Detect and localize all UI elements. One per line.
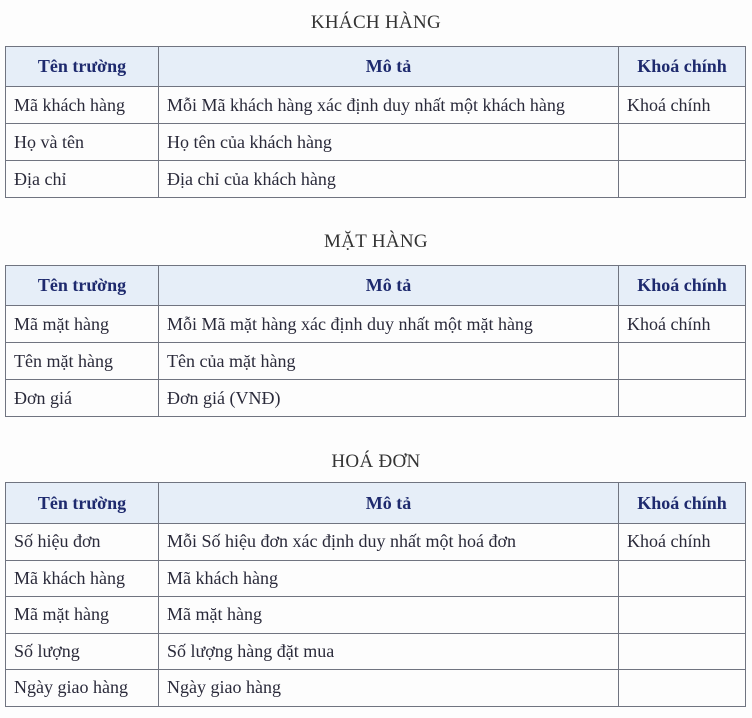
field-name-cell: Mã khách hàng (6, 87, 159, 124)
header-ten-truong: Tên trường (6, 266, 159, 306)
field-name-cell: Mã khách hàng (6, 560, 159, 597)
table-mat-hang (5, 265, 746, 417)
description-cell: Mỗi Mã khách hàng xác định duy nhất một khách hàng (159, 87, 619, 124)
primary-key-cell (619, 670, 746, 707)
primary-key-cell: Khoá chính (619, 87, 746, 124)
table-row (6, 560, 746, 597)
description-cell: Ngày giao hàng (159, 670, 619, 707)
description-cell: Mã khách hàng (159, 560, 619, 597)
primary-key-cell (619, 560, 746, 597)
table-header-row (6, 483, 746, 524)
header-khoa-chinh: Khoá chính (619, 266, 746, 306)
table-title-mat-hang: MẶT HÀNG (324, 231, 428, 252)
description-cell: Mỗi Mã mặt hàng xác định duy nhất một mặt hàng (159, 306, 619, 343)
description-cell: Tên của mặt hàng (159, 343, 619, 380)
primary-key-cell (619, 380, 746, 417)
primary-key-cell (619, 343, 746, 380)
table-row (6, 87, 746, 124)
field-name-cell: Ngày giao hàng (6, 670, 159, 707)
primary-key-cell (619, 124, 746, 161)
table-row (6, 633, 746, 670)
table-row (6, 524, 746, 561)
table-row (6, 597, 746, 634)
table-header-row (6, 266, 746, 306)
table-khach-hang (5, 46, 746, 198)
primary-key-cell: Khoá chính (619, 306, 746, 343)
field-name-cell: Số hiệu đơn (6, 524, 159, 561)
table-row (6, 306, 746, 343)
primary-key-cell (619, 597, 746, 634)
primary-key-cell (619, 633, 746, 670)
table-row (6, 343, 746, 380)
field-name-cell: Tên mặt hàng (6, 343, 159, 380)
table-row (6, 380, 746, 417)
table-header-row (6, 47, 746, 87)
description-cell: Mã mặt hàng (159, 597, 619, 634)
description-cell: Họ tên của khách hàng (159, 124, 619, 161)
field-name-cell: Họ và tên (6, 124, 159, 161)
field-name-cell: Số lượng (6, 633, 159, 670)
table-title-khach-hang: KHÁCH HÀNG (310, 12, 442, 33)
header-khoa-chinh: Khoá chính (619, 47, 746, 87)
header-mo-ta: Mô tả (159, 266, 619, 306)
table-row (6, 670, 746, 707)
field-name-cell: Địa chỉ (6, 161, 159, 198)
field-name-cell: Đơn giá (6, 380, 159, 417)
field-name-cell: Mã mặt hàng (6, 306, 159, 343)
primary-key-cell (619, 161, 746, 198)
table-row (6, 124, 746, 161)
header-khoa-chinh: Khoá chính (619, 483, 746, 524)
description-cell: Mỗi Số hiệu đơn xác định duy nhất một hoá đơn (159, 524, 619, 561)
description-cell: Địa chỉ của khách hàng (159, 161, 619, 198)
header-mo-ta: Mô tả (159, 483, 619, 524)
description-cell: Đơn giá (VNĐ) (159, 380, 619, 417)
table-hoa-don (5, 482, 746, 707)
field-name-cell: Mã mặt hàng (6, 597, 159, 634)
table-row (6, 161, 746, 198)
header-ten-truong: Tên trường (6, 483, 159, 524)
header-ten-truong: Tên trường (6, 47, 159, 87)
description-cell: Số lượng hàng đặt mua (159, 633, 619, 670)
header-mo-ta: Mô tả (159, 47, 619, 87)
table-title-hoa-don: HOÁ ĐƠN (331, 451, 421, 472)
primary-key-cell: Khoá chính (619, 524, 746, 561)
